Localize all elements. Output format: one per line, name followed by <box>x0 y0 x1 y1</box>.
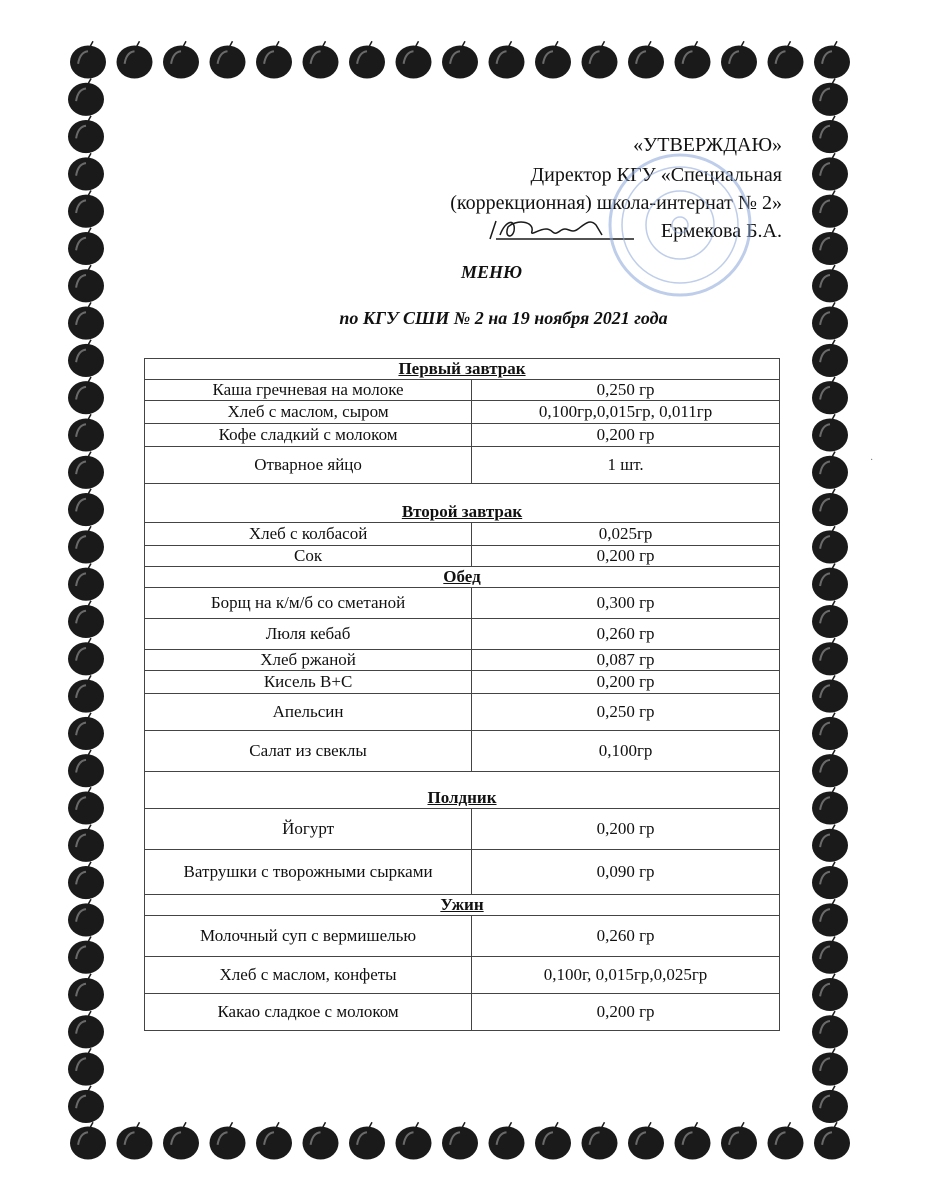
apple-decoration-icon <box>768 41 804 78</box>
apple-decoration-icon <box>256 41 292 78</box>
apple-decoration-icon <box>68 228 104 265</box>
dish-quantity: 0,260 гр <box>472 916 780 957</box>
apple-decoration-icon <box>68 452 104 489</box>
apple-decoration-icon <box>68 116 104 153</box>
dish-name: Сок <box>145 546 472 567</box>
dish-quantity: 0,100г, 0,015гр,0,025гр <box>472 957 780 994</box>
dish-quantity: 0,300 гр <box>472 588 780 619</box>
apple-decoration-icon <box>721 1122 757 1159</box>
table-row <box>145 671 780 694</box>
dish-quantity: 0,090 гр <box>472 850 780 895</box>
apple-decoration-icon <box>628 41 664 78</box>
apple-decoration-icon <box>812 340 848 377</box>
dish-name: Люля кебаб <box>145 619 472 650</box>
apple-decoration-icon <box>812 79 848 116</box>
apple-decoration-icon <box>117 1122 153 1159</box>
table-row <box>145 588 780 619</box>
dish-name: Хлеб с колбасой <box>145 523 472 546</box>
apple-decoration-icon <box>396 41 432 78</box>
apple-decoration-icon <box>70 1122 106 1159</box>
section-row <box>145 772 780 809</box>
dish-quantity: 0,100гр <box>472 731 780 772</box>
dish-quantity: 0,200 гр <box>472 994 780 1031</box>
apple-decoration-icon <box>68 862 104 899</box>
dish-quantity: 0,200 гр <box>472 809 780 850</box>
apple-decoration-icon <box>582 41 618 78</box>
apple-decoration-icon <box>489 41 525 78</box>
dish-name: Хлеб ржаной <box>145 650 472 671</box>
apple-decoration-icon <box>812 526 848 563</box>
apple-decoration-icon <box>721 41 757 78</box>
apple-decoration-icon <box>117 41 153 78</box>
apple-decoration-icon <box>814 41 850 78</box>
apple-decoration-icon <box>812 638 848 675</box>
table-row <box>145 401 780 424</box>
apple-decoration-icon <box>68 787 104 824</box>
apple-decoration-icon <box>303 1122 339 1159</box>
apple-decoration-icon <box>628 1122 664 1159</box>
apple-decoration-icon <box>489 1122 525 1159</box>
apple-decoration-icon <box>68 79 104 116</box>
apple-decoration-icon <box>210 1122 246 1159</box>
table-row <box>145 380 780 401</box>
apple-decoration-icon <box>349 41 385 78</box>
apple-decoration-icon <box>812 228 848 265</box>
apple-decoration-icon <box>675 1122 711 1159</box>
apple-decoration-icon <box>812 937 848 974</box>
dish-name: Каша гречневая на молоке <box>145 380 472 401</box>
apple-decoration-icon <box>812 675 848 712</box>
apple-decoration-icon <box>210 41 246 78</box>
approval-position-line2: (коррекционная) школа-интернат № 2» <box>450 192 782 214</box>
section-title: Второй завтрак <box>145 484 780 523</box>
section-row <box>145 359 780 380</box>
dish-name: Кисель В+С <box>145 671 472 694</box>
dish-name: Борщ на к/м/б со сметаной <box>145 588 472 619</box>
apple-decoration-icon <box>256 1122 292 1159</box>
apple-decoration-icon <box>812 1086 848 1123</box>
table-row <box>145 650 780 671</box>
table-row <box>145 957 780 994</box>
table-row <box>145 619 780 650</box>
dish-quantity: 0,200 гр <box>472 424 780 447</box>
table-row <box>145 731 780 772</box>
section-title: Обед <box>145 567 780 588</box>
apple-decoration-icon <box>68 564 104 601</box>
apple-decoration-icon <box>812 116 848 153</box>
apple-decoration-icon <box>68 601 104 638</box>
apple-decoration-icon <box>68 675 104 712</box>
dish-quantity: 0,025гр <box>472 523 780 546</box>
dish-name: Хлеб с маслом, сыром <box>145 401 472 424</box>
apple-decoration-icon <box>812 153 848 190</box>
apple-decoration-icon <box>68 1011 104 1048</box>
apple-decoration-icon <box>812 750 848 787</box>
dish-quantity: 0,200 гр <box>472 546 780 567</box>
dish-quantity: 0,100гр,0,015гр, 0,011гр <box>472 401 780 424</box>
apple-decoration-icon <box>68 1086 104 1123</box>
dish-name: Салат из свеклы <box>145 731 472 772</box>
apple-decoration-icon <box>68 340 104 377</box>
apple-decoration-icon <box>812 1011 848 1048</box>
apple-decoration-icon <box>68 191 104 228</box>
dish-quantity: 0,260 гр <box>472 619 780 650</box>
apple-decoration-icon <box>768 1122 804 1159</box>
apple-decoration-icon <box>535 1122 571 1159</box>
apple-decoration-icon <box>68 153 104 190</box>
apple-decoration-icon <box>812 899 848 936</box>
dish-quantity: 0,087 гр <box>472 650 780 671</box>
section-title: Полдник <box>145 772 780 809</box>
apple-decoration-icon <box>68 377 104 414</box>
apple-decoration-icon <box>303 41 339 78</box>
section-row <box>145 895 780 916</box>
apple-decoration-icon <box>396 1122 432 1159</box>
apple-decoration-icon <box>812 489 848 526</box>
apple-decoration-icon <box>442 41 478 78</box>
apple-decoration-icon <box>68 414 104 451</box>
dish-quantity: 0,250 гр <box>472 694 780 731</box>
table-row <box>145 809 780 850</box>
dish-quantity: 0,200 гр <box>472 671 780 694</box>
dish-name: Йогурт <box>145 809 472 850</box>
apple-decoration-icon <box>68 974 104 1011</box>
table-row <box>145 850 780 895</box>
apple-decoration-icon <box>812 191 848 228</box>
table-row <box>145 546 780 567</box>
approval-name: Ермекова Б.А. <box>660 220 782 242</box>
menu-table <box>144 358 780 1031</box>
apple-decoration-icon <box>535 41 571 78</box>
apple-decoration-icon <box>812 1048 848 1085</box>
dish-name: Апельсин <box>145 694 472 731</box>
apple-decoration-icon <box>812 414 848 451</box>
section-row <box>145 567 780 588</box>
table-row <box>145 447 780 484</box>
apple-decoration-icon <box>812 862 848 899</box>
dish-name: Какао сладкое с молоком <box>145 994 472 1031</box>
apple-decoration-icon <box>68 1048 104 1085</box>
dish-name: Отварное яйцо <box>145 447 472 484</box>
apple-decoration-icon <box>812 825 848 862</box>
apple-decoration-icon <box>163 1122 199 1159</box>
table-row <box>145 523 780 546</box>
apple-decoration-icon <box>812 713 848 750</box>
menu-title: МЕНЮ <box>460 262 523 282</box>
apple-decoration-icon <box>68 750 104 787</box>
dish-name: Молочный суп с вермишелью <box>145 916 472 957</box>
dish-name: Кофе сладкий с молоком <box>145 424 472 447</box>
apple-decoration-icon <box>70 41 106 78</box>
table-row <box>145 994 780 1031</box>
menu-subtitle: по КГУ СШИ № 2 на 19 ноября 2021 года <box>339 308 668 328</box>
apple-decoration-icon <box>812 564 848 601</box>
table-row <box>145 694 780 731</box>
apple-decoration-icon <box>68 489 104 526</box>
apple-decoration-icon <box>442 1122 478 1159</box>
apple-decoration-icon <box>812 974 848 1011</box>
table-row <box>145 916 780 957</box>
apple-decoration-icon <box>814 1122 850 1159</box>
apple-decoration-icon <box>582 1122 618 1159</box>
apple-decoration-icon <box>68 526 104 563</box>
dish-name: Ватрушки с творожными сырками <box>145 850 472 895</box>
apple-decoration-icon <box>68 713 104 750</box>
apple-decoration-icon <box>68 638 104 675</box>
dish-name: Хлеб с маслом, конфеты <box>145 957 472 994</box>
apple-decoration-icon <box>68 825 104 862</box>
apple-decoration-icon <box>68 899 104 936</box>
apple-decoration-icon <box>68 937 104 974</box>
section-title: Первый завтрак <box>145 359 780 380</box>
apple-decoration-icon <box>812 377 848 414</box>
scan-speck: · <box>870 455 874 466</box>
dish-quantity: 0,250 гр <box>472 380 780 401</box>
section-title: Ужин <box>145 895 780 916</box>
apple-decoration-icon <box>163 41 199 78</box>
section-row <box>145 484 780 523</box>
approval-title: «УТВЕРЖДАЮ» <box>633 134 782 156</box>
dish-quantity: 1 шт. <box>472 447 780 484</box>
apple-decoration-icon <box>349 1122 385 1159</box>
apple-decoration-icon <box>812 452 848 489</box>
approval-position-line1: Директор КГУ «Специальная <box>530 164 782 186</box>
apple-decoration-icon <box>812 601 848 638</box>
apple-decoration-icon <box>812 787 848 824</box>
apple-decoration-icon <box>675 41 711 78</box>
table-row <box>145 424 780 447</box>
